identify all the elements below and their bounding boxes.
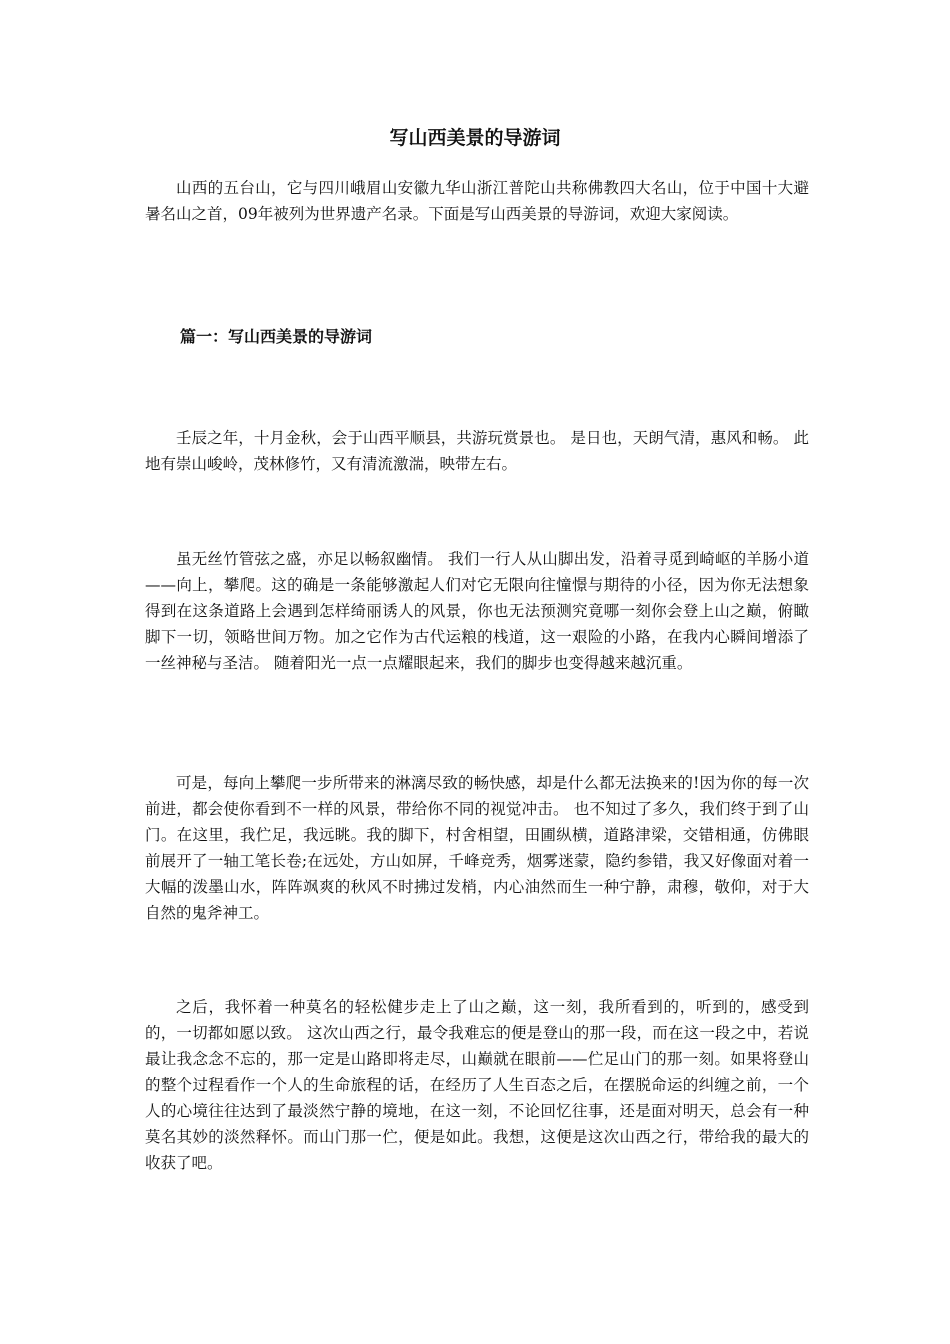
intro-paragraph: 山西的五台山，它与四川峨眉山安徽九华山浙江普陀山共称佛教四大名山，位于中国十大避暑名山之首，09年被列为世界遗产名录。下面是写山西美景的导游词，欢迎大家阅读。 xyxy=(145,179,809,223)
body-paragraph-3: 可是，每向上攀爬一步所带来的淋漓尽致的畅快感，却是什么都无法换来的!因为你的每一次前进，都会使你看到不一样的风景，带给你不同的视觉冲击。 也不知过了多久，我们终于到了山门。在这里，我伫足，我远眺。我的脚下，村舍相望，田圃纵横，道路津梁，交错相通，仿佛眼前展开了一轴工笔长卷;在远处，方山如屏，千峰竞秀，烟雾迷蒙，隐约参错，我又好像面对着一大幅的泼墨山水，阵阵飒爽的秋风不时拂过发梢，内心油然而生一种宁静，肃穆，敬仰，对于大自然的鬼斧神工。 xyxy=(145,774,809,922)
document-title: 写山西美景的导游词 xyxy=(389,127,561,149)
body-paragraph-4: 之后，我怀着一种莫名的轻松健步走上了山之巅，这一刻，我所看到的，听到的，感受到的，一切都如愿以致。 这次山西之行，最令我难忘的便是登山的那一段，而在这一段之中，若说最让我念念不忘的，那一定是山路即将走尽，山巅就在眼前——伫足山门的那一刻。如果将登山的整个过程看作一个人的生命旅程的话，在经历了人生百态之后，在摆脱命运的纠缠之前，一个人的心境往往达到了最淡然宁静的境地，在这一刻，不论回忆往事，还是面对明天，总会有一种莫名其妙的淡然释怀。而山门那一伫，便是如此。我想，这便是这次山西之行，带给我的最大的收获了吧。 xyxy=(145,998,809,1172)
section-heading: 篇一：写山西美景的导游词 xyxy=(180,327,373,346)
body-paragraph-2: 虽无丝竹管弦之盛，亦足以畅叙幽情。 我们一行人从山脚出发，沿着寻觅到崎岖的羊肠小道——向上，攀爬。这的确是一条能够激起人们对它无限向往憧憬与期待的小径，因为你无法想象得到在这条道路上会遇到怎样绮丽诱人的风景，你也无法预测究竟哪一刻你会登上山之巅，俯瞰脚下一切，领略世间万物。加之它作为古代运粮的栈道，这一艰险的小路，在我内心瞬间增添了一丝神秘与圣洁。 随着阳光一点一点耀眼起来，我们的脚步也变得越来越沉重。 xyxy=(145,550,809,672)
body-paragraph-1: 壬辰之年，十月金秋，会于山西平顺县，共游玩赏景也。 是日也，天朗气清，惠风和畅。 此地有崇山峻岭，茂林修竹，又有清流激湍，映带左右。 xyxy=(145,429,809,473)
